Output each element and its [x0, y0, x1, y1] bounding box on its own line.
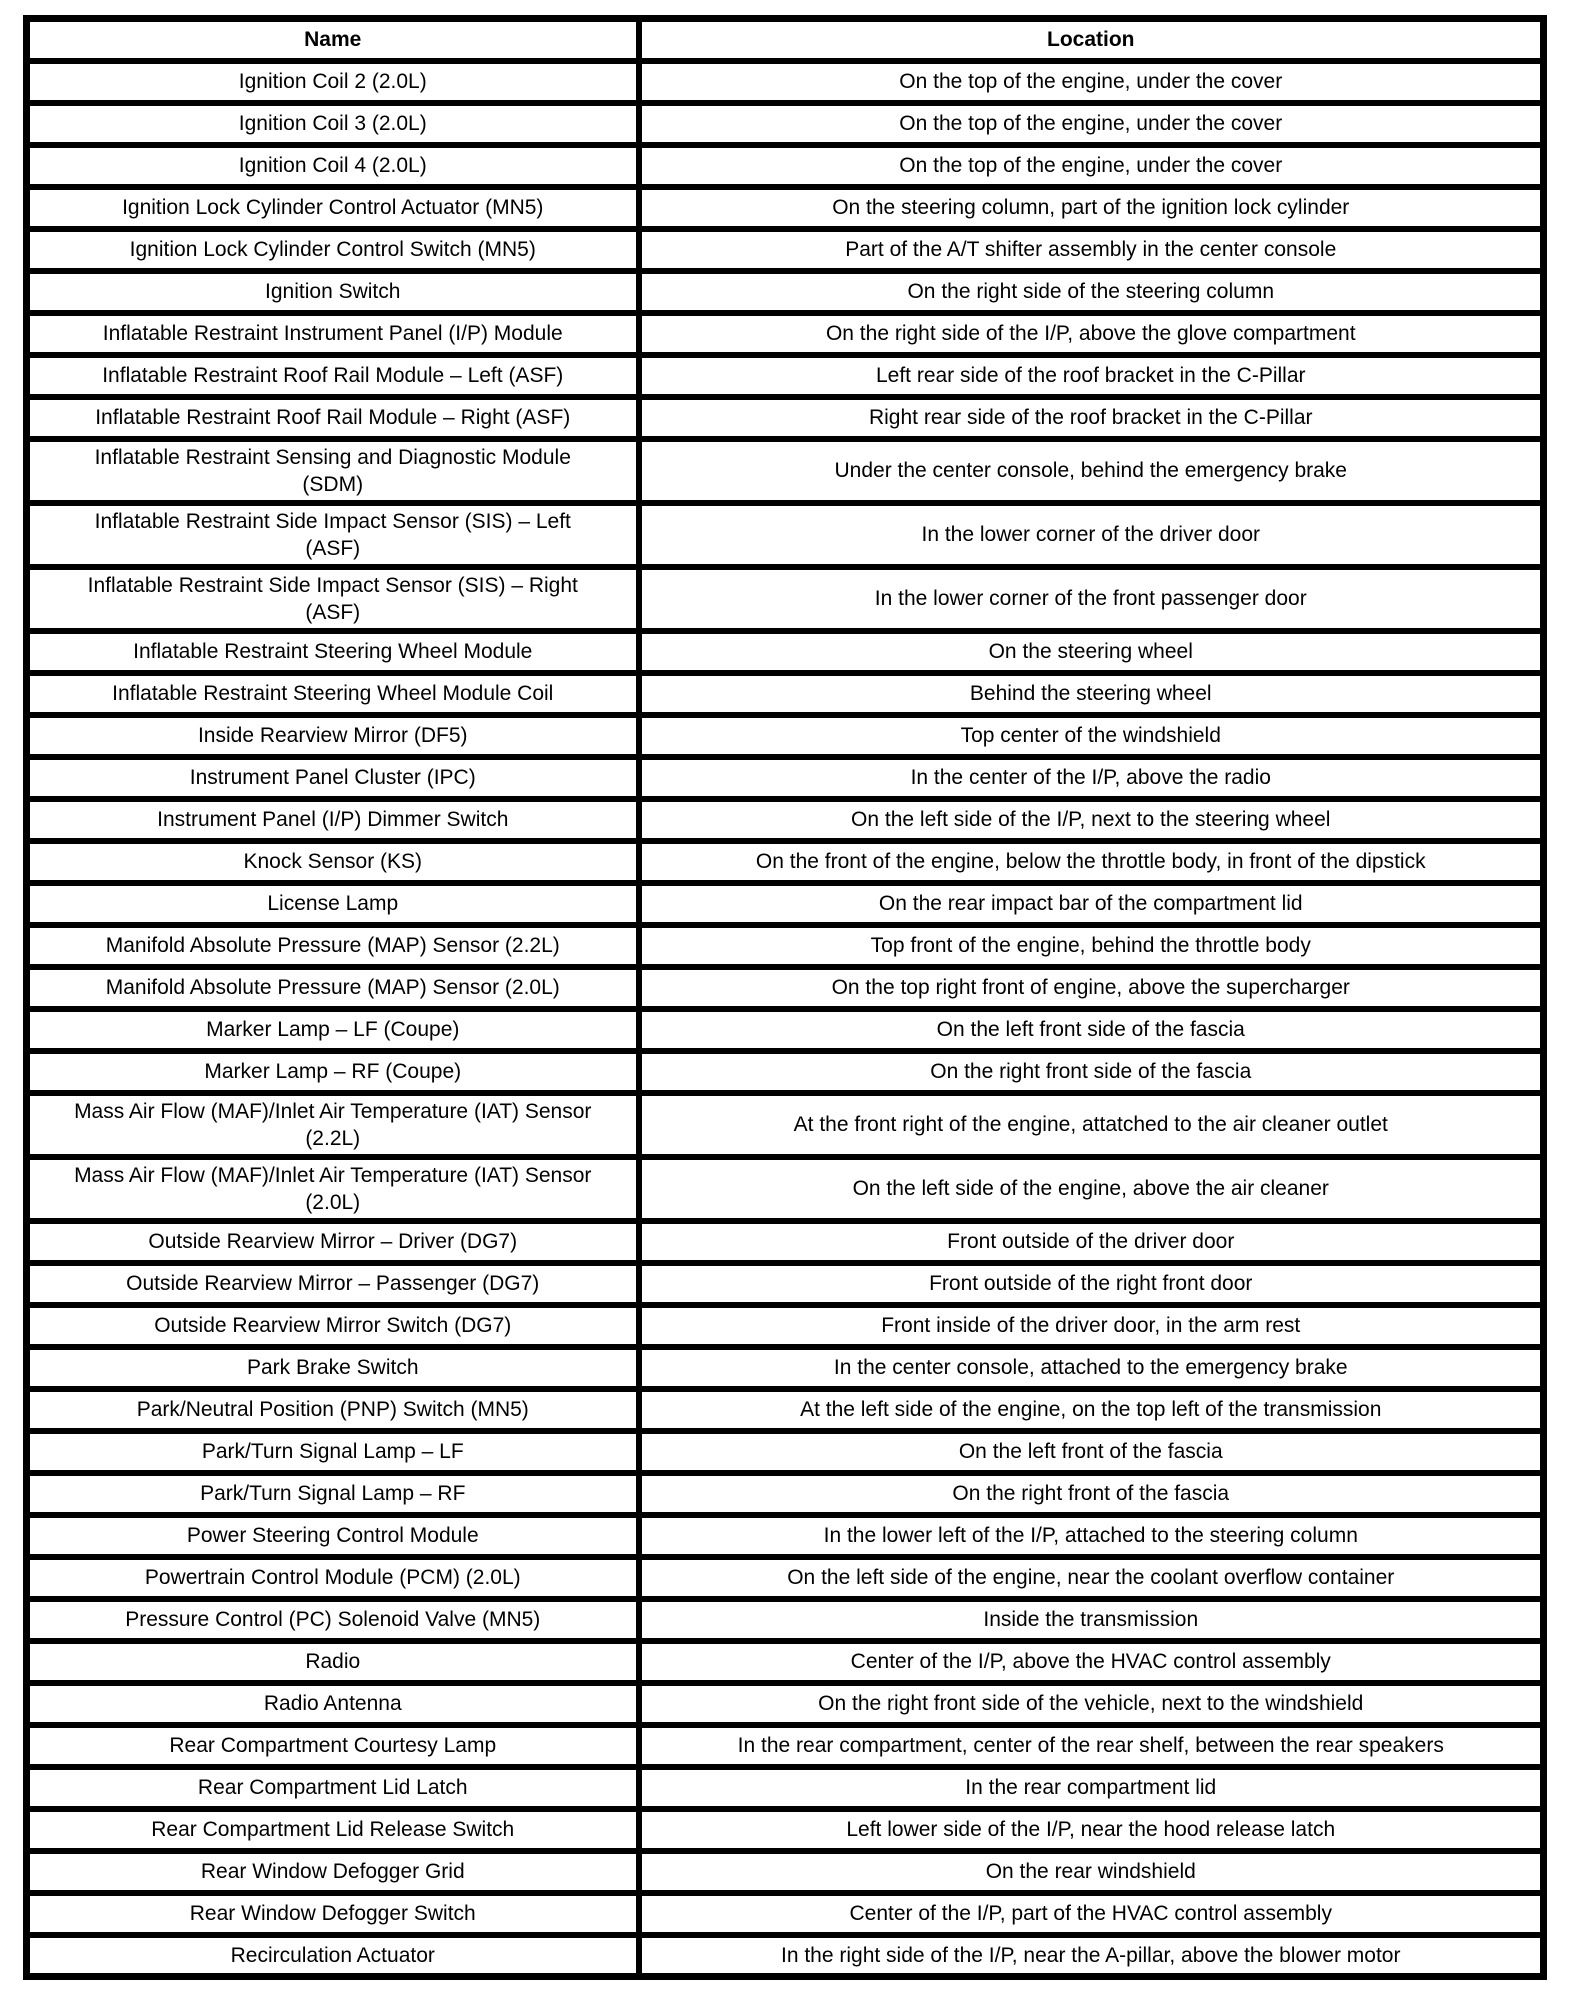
table-row	[27, 1093, 1544, 1157]
table-row	[27, 1347, 1544, 1389]
location-cell: On the right side of the steering column	[639, 271, 1544, 313]
name-cell: Park/Turn Signal Lamp – LF	[27, 1431, 639, 1473]
location-cell: On the left side of the engine, above the air cleaner	[639, 1157, 1544, 1221]
table-row	[27, 757, 1544, 799]
table-row	[27, 1725, 1544, 1767]
table-row	[27, 1221, 1544, 1263]
table-row	[27, 1157, 1544, 1221]
location-cell: On the left front of the fascia	[639, 1431, 1544, 1473]
name-cell: Ignition Coil 4 (2.0L)	[27, 145, 639, 187]
name-cell: Inflatable Restraint Side Impact Sensor (SIS) – Right (ASF)	[27, 567, 639, 631]
name-cell: Rear Compartment Lid Release Switch	[27, 1809, 639, 1851]
table-row	[27, 103, 1544, 145]
name-cell: Manifold Absolute Pressure (MAP) Sensor (2.2L)	[27, 925, 639, 967]
table-row	[27, 271, 1544, 313]
location-cell: In the center console, attached to the emergency brake	[639, 1347, 1544, 1389]
location-cell: On the front of the engine, below the throttle body, in front of the dipstick	[639, 841, 1544, 883]
table-row	[27, 1767, 1544, 1809]
table-row	[27, 1305, 1544, 1347]
table-row	[27, 313, 1544, 355]
table-row	[27, 925, 1544, 967]
location-cell: On the left side of the I/P, next to the steering wheel	[639, 799, 1544, 841]
location-cell: In the lower left of the I/P, attached to the steering column	[639, 1515, 1544, 1557]
table-row	[27, 1851, 1544, 1893]
name-cell: Inflatable Restraint Instrument Panel (I/P) Module	[27, 313, 639, 355]
table-row	[27, 967, 1544, 1009]
name-cell: Mass Air Flow (MAF)/Inlet Air Temperature (IAT) Sensor (2.2L)	[27, 1093, 639, 1157]
table-row	[27, 673, 1544, 715]
location-cell: On the top of the engine, under the cover	[639, 61, 1544, 103]
table-row	[27, 799, 1544, 841]
table-row	[27, 631, 1544, 673]
name-cell: Inflatable Restraint Steering Wheel Module	[27, 631, 639, 673]
table-row	[27, 1263, 1544, 1305]
table-row	[27, 1935, 1544, 1977]
name-cell: Ignition Lock Cylinder Control Switch (MN5)	[27, 229, 639, 271]
location-cell: Left lower side of the I/P, near the hood release latch	[639, 1809, 1544, 1851]
location-cell: Under the center console, behind the emergency brake	[639, 439, 1544, 503]
name-cell: Pressure Control (PC) Solenoid Valve (MN5)	[27, 1599, 639, 1641]
table-row	[27, 229, 1544, 271]
name-cell: Inside Rearview Mirror (DF5)	[27, 715, 639, 757]
location-cell: Front outside of the right front door	[639, 1263, 1544, 1305]
location-cell: On the top of the engine, under the cover	[639, 145, 1544, 187]
location-cell: On the right side of the I/P, above the glove compartment	[639, 313, 1544, 355]
location-cell: On the steering column, part of the ignition lock cylinder	[639, 187, 1544, 229]
name-cell: Radio Antenna	[27, 1683, 639, 1725]
location-cell: Right rear side of the roof bracket in the C-Pillar	[639, 397, 1544, 439]
table-row	[27, 883, 1544, 925]
location-cell: Top front of the engine, behind the throttle body	[639, 925, 1544, 967]
table-row	[27, 1683, 1544, 1725]
header-row	[27, 19, 1544, 61]
location-cell: On the right front side of the vehicle, next to the windshield	[639, 1683, 1544, 1725]
location-cell: At the front right of the engine, attatched to the air cleaner outlet	[639, 1093, 1544, 1157]
table-row	[27, 1009, 1544, 1051]
name-cell: Power Steering Control Module	[27, 1515, 639, 1557]
location-cell: On the rear impact bar of the compartment lid	[639, 883, 1544, 925]
location-cell: On the right front of the fascia	[639, 1473, 1544, 1515]
name-cell: Powertrain Control Module (PCM) (2.0L)	[27, 1557, 639, 1599]
location-cell: Left rear side of the roof bracket in the C-Pillar	[639, 355, 1544, 397]
table-row	[27, 397, 1544, 439]
name-cell: Inflatable Restraint Steering Wheel Module Coil	[27, 673, 639, 715]
name-cell: Ignition Switch	[27, 271, 639, 313]
table-row	[27, 841, 1544, 883]
name-cell: License Lamp	[27, 883, 639, 925]
table-row	[27, 1473, 1544, 1515]
table-row	[27, 355, 1544, 397]
table-row	[27, 1599, 1544, 1641]
table-row	[27, 715, 1544, 757]
column-header-name: Name	[27, 19, 639, 61]
location-cell: Center of the I/P, part of the HVAC control assembly	[639, 1893, 1544, 1935]
location-cell: In the lower corner of the driver door	[639, 503, 1544, 567]
location-cell: Inside the transmission	[639, 1599, 1544, 1641]
name-cell: Marker Lamp – RF (Coupe)	[27, 1051, 639, 1093]
name-cell: Inflatable Restraint Roof Rail Module – Right (ASF)	[27, 397, 639, 439]
table-row	[27, 1515, 1544, 1557]
table-row	[27, 187, 1544, 229]
location-cell: At the left side of the engine, on the top left of the transmission	[639, 1389, 1544, 1431]
location-cell: On the top of the engine, under the cover	[639, 103, 1544, 145]
location-cell: On the left side of the engine, near the coolant overflow container	[639, 1557, 1544, 1599]
location-cell: Part of the A/T shifter assembly in the center console	[639, 229, 1544, 271]
name-cell: Ignition Coil 2 (2.0L)	[27, 61, 639, 103]
table-row	[27, 567, 1544, 631]
table-row	[27, 1389, 1544, 1431]
location-cell: In the rear compartment lid	[639, 1767, 1544, 1809]
name-cell: Park/Turn Signal Lamp – RF	[27, 1473, 639, 1515]
location-cell: Behind the steering wheel	[639, 673, 1544, 715]
table-row	[27, 1557, 1544, 1599]
location-cell: On the left front side of the fascia	[639, 1009, 1544, 1051]
name-cell: Park/Neutral Position (PNP) Switch (MN5)	[27, 1389, 639, 1431]
location-cell: On the top right front of engine, above the supercharger	[639, 967, 1544, 1009]
table-row	[27, 439, 1544, 503]
table-row	[27, 1641, 1544, 1683]
table-row	[27, 145, 1544, 187]
name-cell: Ignition Coil 3 (2.0L)	[27, 103, 639, 145]
name-cell: Knock Sensor (KS)	[27, 841, 639, 883]
location-cell: On the rear windshield	[639, 1851, 1544, 1893]
component-location-table	[23, 15, 1547, 1980]
name-cell: Manifold Absolute Pressure (MAP) Sensor (2.0L)	[27, 967, 639, 1009]
table-row	[27, 1431, 1544, 1473]
name-cell: Park Brake Switch	[27, 1347, 639, 1389]
name-cell: Recirculation Actuator	[27, 1935, 639, 1977]
location-cell: In the center of the I/P, above the radio	[639, 757, 1544, 799]
table-body	[27, 61, 1544, 1977]
table-row	[27, 61, 1544, 103]
table-row	[27, 1893, 1544, 1935]
location-cell: In the rear compartment, center of the rear shelf, between the rear speakers	[639, 1725, 1544, 1767]
location-cell: Front outside of the driver door	[639, 1221, 1544, 1263]
table-row	[27, 503, 1544, 567]
location-cell: On the right front side of the fascia	[639, 1051, 1544, 1093]
name-cell: Rear Compartment Courtesy Lamp	[27, 1725, 639, 1767]
location-cell: Top center of the windshield	[639, 715, 1544, 757]
name-cell: Rear Compartment Lid Latch	[27, 1767, 639, 1809]
location-cell: On the steering wheel	[639, 631, 1544, 673]
table-row	[27, 1051, 1544, 1093]
location-cell: In the right side of the I/P, near the A-pillar, above the blower motor	[639, 1935, 1544, 1977]
location-cell: Center of the I/P, above the HVAC control assembly	[639, 1641, 1544, 1683]
table-row	[27, 1809, 1544, 1851]
name-cell: Marker Lamp – LF (Coupe)	[27, 1009, 639, 1051]
name-cell: Ignition Lock Cylinder Control Actuator (MN5)	[27, 187, 639, 229]
location-cell: In the lower corner of the front passenger door	[639, 567, 1544, 631]
name-cell: Rear Window Defogger Switch	[27, 1893, 639, 1935]
name-cell: Outside Rearview Mirror Switch (DG7)	[27, 1305, 639, 1347]
column-header-location: Location	[639, 19, 1544, 61]
name-cell: Rear Window Defogger Grid	[27, 1851, 639, 1893]
location-cell: Front inside of the driver door, in the arm rest	[639, 1305, 1544, 1347]
name-cell: Outside Rearview Mirror – Passenger (DG7)	[27, 1263, 639, 1305]
name-cell: Inflatable Restraint Roof Rail Module – Left (ASF)	[27, 355, 639, 397]
name-cell: Outside Rearview Mirror – Driver (DG7)	[27, 1221, 639, 1263]
name-cell: Mass Air Flow (MAF)/Inlet Air Temperature (IAT) Sensor (2.0L)	[27, 1157, 639, 1221]
name-cell: Instrument Panel (I/P) Dimmer Switch	[27, 799, 639, 841]
name-cell: Inflatable Restraint Side Impact Sensor (SIS) – Left (ASF)	[27, 503, 639, 567]
name-cell: Instrument Panel Cluster (IPC)	[27, 757, 639, 799]
name-cell: Radio	[27, 1641, 639, 1683]
name-cell: Inflatable Restraint Sensing and Diagnostic Module (SDM)	[27, 439, 639, 503]
